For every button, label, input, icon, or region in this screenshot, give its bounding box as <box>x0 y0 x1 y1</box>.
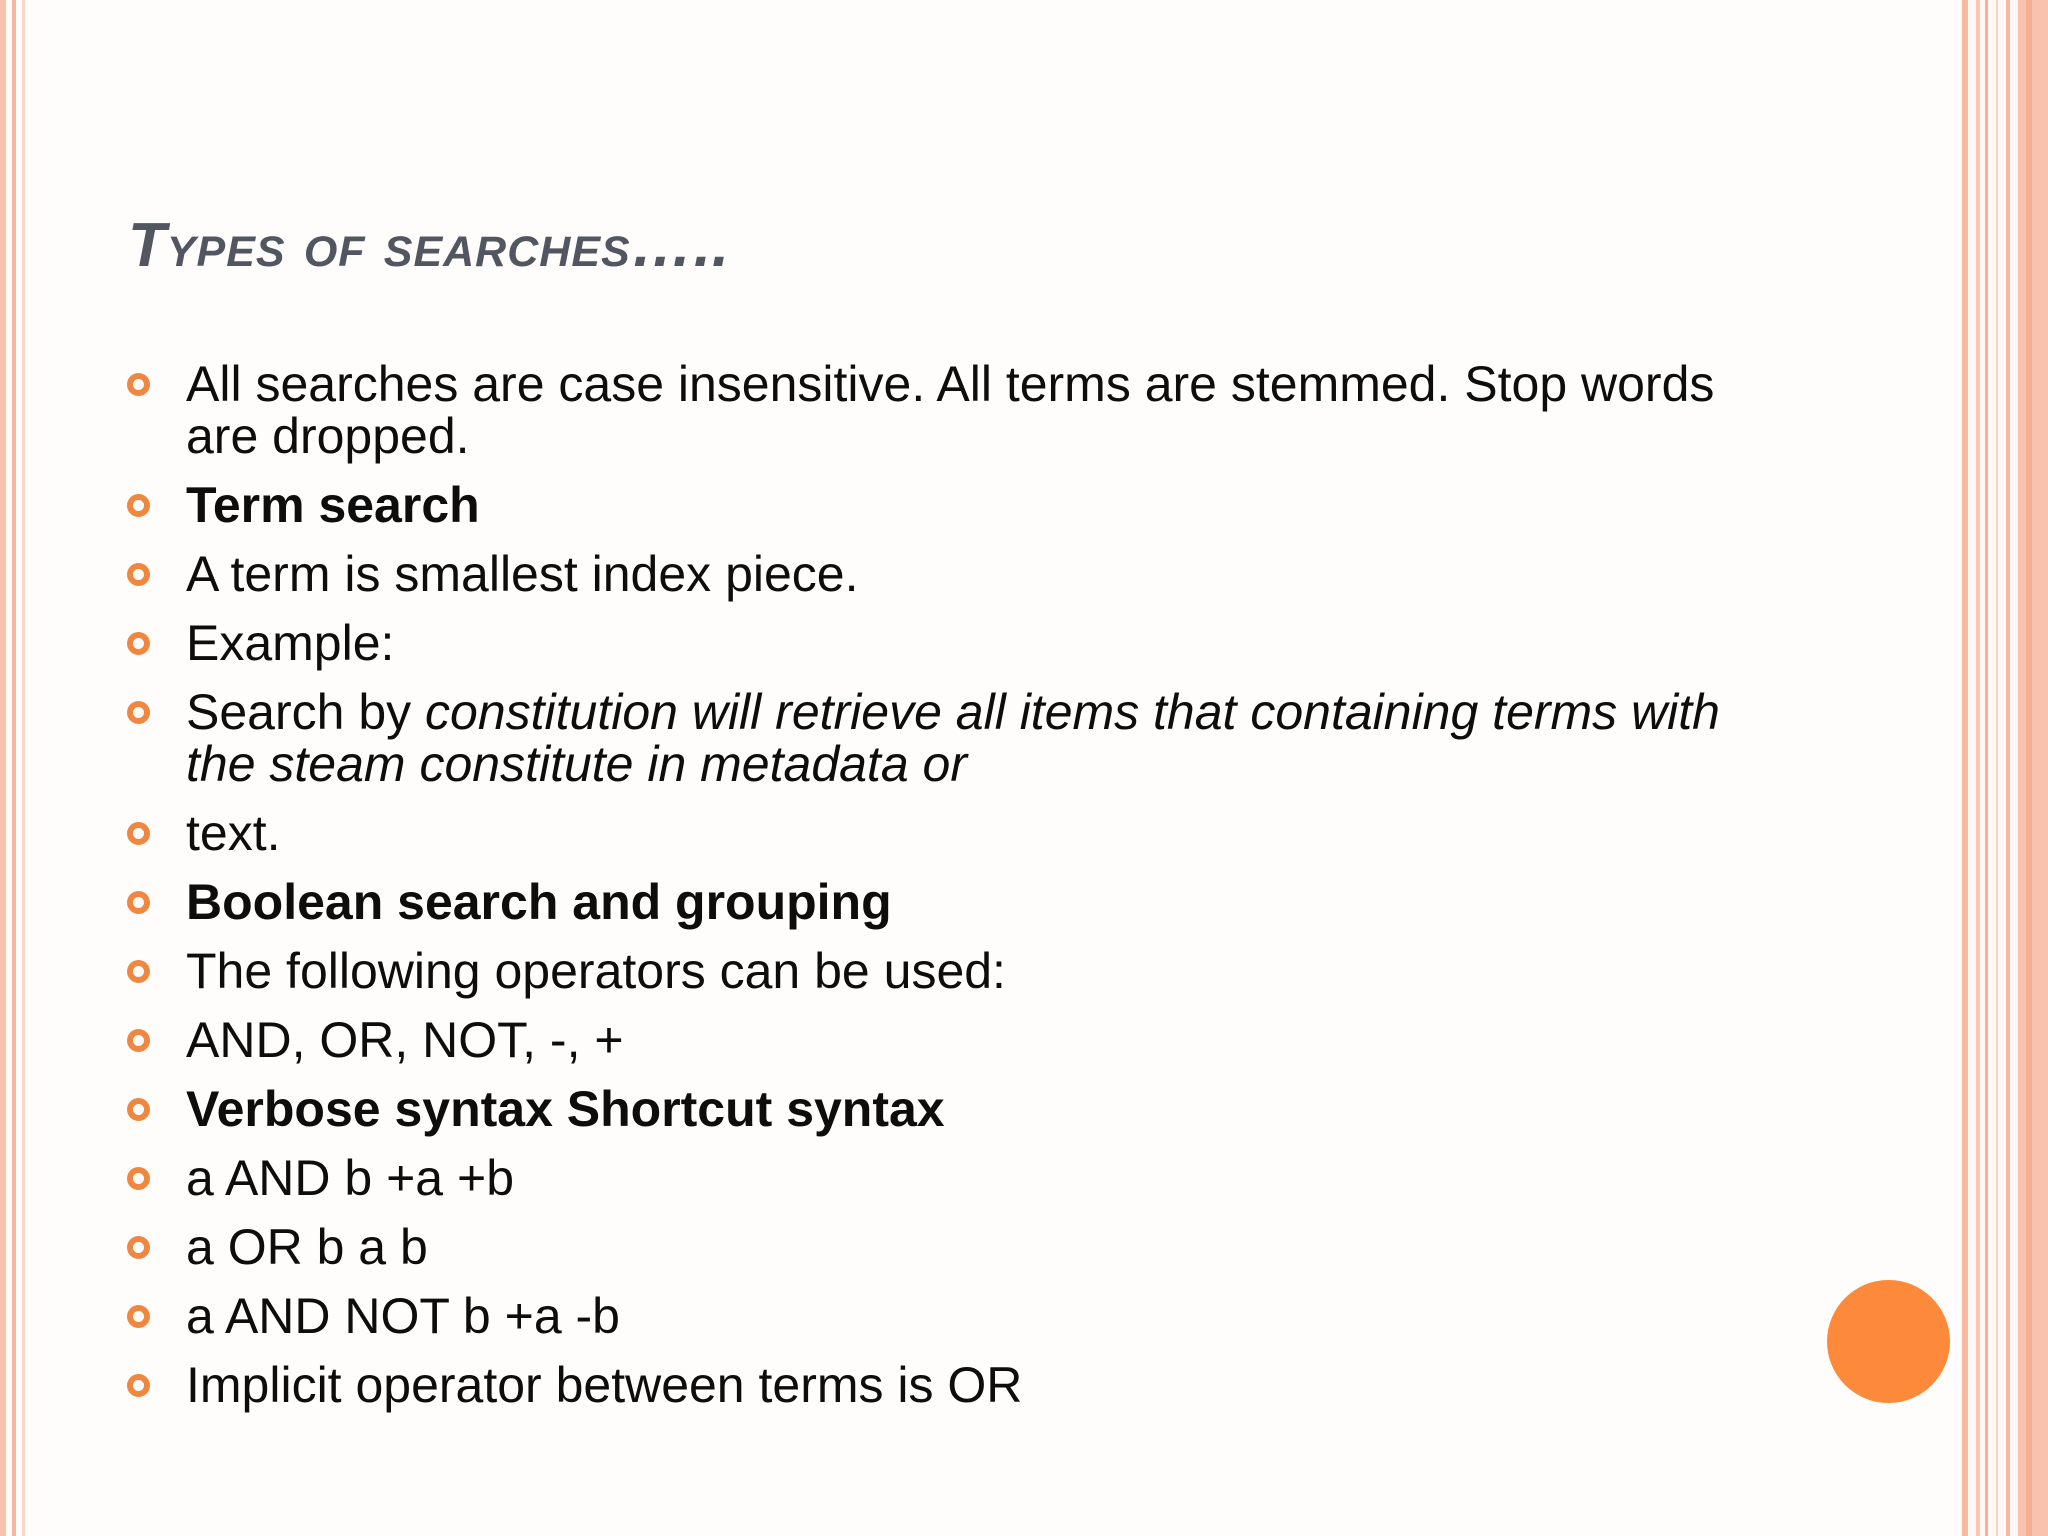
bullet-circle-icon <box>127 1029 150 1052</box>
bullet-item <box>120 876 1800 928</box>
right-border-stripe <box>1976 0 1980 1536</box>
bullet-circle-icon <box>127 822 150 845</box>
bullet-item <box>120 1083 1800 1135</box>
bullet-circle-icon <box>127 1236 150 1259</box>
bullet-circle-icon <box>127 960 150 983</box>
left-border-stripe <box>22 0 25 1536</box>
bullet-text: A term is smallest index piece. <box>186 546 859 602</box>
slide-title: Types of searches….. <box>128 211 731 280</box>
bullet-list <box>120 358 1800 1428</box>
bullet-circle-icon <box>127 563 150 586</box>
bullet-circle-icon <box>127 891 150 914</box>
bullet-item <box>120 1290 1800 1342</box>
bullet-circle-icon <box>127 373 150 396</box>
right-border-stripe <box>2026 0 2032 1536</box>
decorative-orange-circle <box>1827 1280 1950 1403</box>
bullet-text: a AND b +a +b <box>186 1150 515 1206</box>
bullet-text-prefix: Search by <box>186 684 426 740</box>
bullet-item <box>120 358 1800 462</box>
bullet-text: Implicit operator between terms is OR <box>186 1357 1023 1413</box>
right-border-stripe <box>1985 0 1988 1536</box>
bullet-text: a OR b a b <box>186 1219 428 1275</box>
bullet-text: Example: <box>186 615 395 671</box>
bullet-circle-icon <box>127 1098 150 1121</box>
bullet-item <box>120 479 1800 531</box>
bullet-item <box>120 1014 1800 1066</box>
left-border-stripe <box>12 0 16 1536</box>
bullet-circle-icon <box>127 701 150 724</box>
bullet-text: AND, OR, NOT, -, + <box>186 1012 624 1068</box>
bullet-item <box>120 617 1800 669</box>
bullet-item <box>120 548 1800 600</box>
bullet-text: The following operators can be used: <box>186 943 1006 999</box>
bullet-circle-icon <box>127 494 150 517</box>
bullet-heading: Boolean search and grouping <box>186 874 892 930</box>
bullet-heading: Verbose syntax Shortcut syntax <box>186 1081 945 1137</box>
bullet-item <box>120 807 1800 859</box>
right-border-stripe <box>2006 0 2010 1536</box>
right-border-stripe <box>2018 0 2048 1536</box>
bullet-circle-icon <box>127 1374 150 1397</box>
bullet-heading: Term search <box>186 477 480 533</box>
bullet-item <box>120 1359 1800 1411</box>
right-border-stripe <box>1962 0 1968 1536</box>
bullet-circle-icon <box>127 1167 150 1190</box>
bullet-text: text. <box>186 805 281 861</box>
bullet-text: a AND NOT b +a -b <box>186 1288 620 1344</box>
bullet-item <box>120 1221 1800 1273</box>
bullet-circle-icon <box>127 632 150 655</box>
bullet-circle-icon <box>127 1305 150 1328</box>
right-border-stripe <box>1996 0 1998 1536</box>
bullet-text-italic: constitution will retrieve all items that containing terms with the steam constitute in metadata or <box>186 684 1720 792</box>
bullet-item <box>120 1152 1800 1204</box>
bullet-text: All searches are case insensitive. All terms are stemmed. Stop words are dropped. <box>186 356 1715 464</box>
left-border-stripe <box>0 0 6 1536</box>
bullet-item <box>120 945 1800 997</box>
bullet-item <box>120 686 1800 790</box>
